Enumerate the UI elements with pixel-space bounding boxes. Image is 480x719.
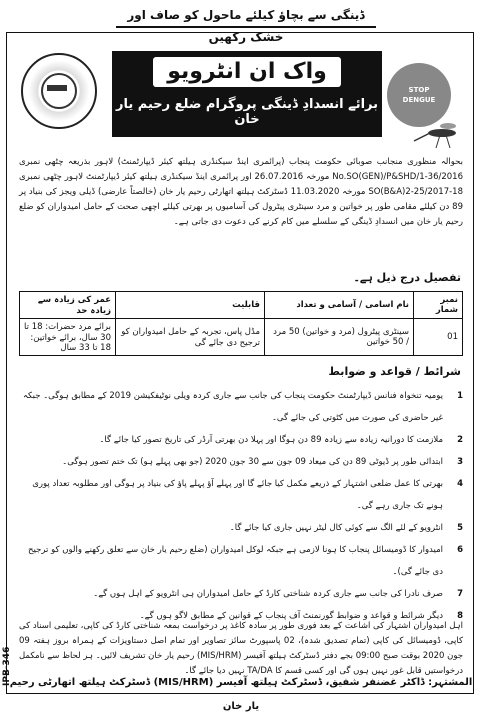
headline-banner — [112, 51, 382, 137]
table-header-row — [20, 292, 463, 319]
advertisement-page — [2, 4, 474, 712]
list-item — [19, 385, 463, 429]
condition-number: 7 — [457, 589, 463, 599]
condition-number: 6 — [457, 545, 463, 555]
condition-text: ابتدائی طور پر ڈیوٹی 89 دن کی میعاد 09 جون سے 30 جون 2020 (جو بھی پہلے ہو) تک ختم تصور ہوگی۔ — [62, 457, 443, 467]
condition-number: 3 — [457, 457, 463, 467]
conditions-list — [19, 385, 463, 627]
program-subtitle: برائے انسدادِ ڈینگی پروگرام ضلع رحیم یار خان — [116, 97, 378, 127]
stop-badge-line1: STOP — [408, 86, 430, 94]
advertiser-line: المشتہر: ڈاکٹر غضنفر شفیق، ڈسٹرکٹ ہیلتھ آفیسر (MIS/HRM) ڈسٹرکٹ ہیلتھ اتھارٹی رحیم یار خان — [9, 677, 473, 712]
condition-text: دیگر شرائط و قواعد و ضوابط گورنمنٹ آف پنجاب کے قوانین کے مطابق لاگو ہوں گے۔ — [139, 611, 443, 621]
ipb-code: IPB-346 — [2, 646, 12, 686]
condition-text: بھرتی کا عمل ضلعی اشتہار کے ذریعے مکمل کیا جائے گا اور پہلے آؤ پہلے پاؤ کی بنیاد پر ہوگی اور مطلوبہ تعداد پوری ہونے تک جاری رہے گی۔ — [32, 479, 443, 511]
application-instructions: اہل امیدواران اشتہار کی اشاعت کے بعد فوری طور پر سادہ کاغذ پر درخواست بمعہ شناختی کارڈ کی کاپی، تعلیمی اسناد کی کاپی، ڈومیسائل کی کاپی (تمام تصدیق شدہ)، 02 پاسپورٹ سائز تصاویر اور تمام اصل دستاویزات کے ہمراہ بروز ہفتہ 09 جون 2020 بوقت صبح 09:00 بجے دفتر ڈسٹرکٹ ہیلتھ آفیسر (MIS/HRM) رحیم یار خان تشریف لائیں۔ ہر لحاظ سے نامکمل درخواستیں قابل غور نہیں ہوں گی اور کسی قسم کا TA/DA نہیں دیا جائے گا۔ — [19, 621, 464, 676]
condition-number: 2 — [457, 435, 463, 445]
list-item — [19, 473, 463, 517]
condition-number: 1 — [457, 391, 463, 401]
header-qualification: قابلیت — [116, 292, 265, 319]
list-item — [19, 451, 463, 473]
condition-number: 8 — [457, 611, 463, 621]
stop-badge-line2: DENGUE — [402, 96, 436, 104]
header-sr: نمبر شمار — [414, 292, 463, 319]
condition-text: امیدوار کا ڈومیسائل پنجاب کا ہونا لازمی ہے جبکہ لوکل امیدواران (ضلع رحیم یار خان سے تعلق رکھنے والوں کو ترجیح دی جائے گی)۔ — [28, 545, 443, 577]
punjab-govt-logo — [21, 53, 97, 129]
header-age: عمر کی زیادہ سے زیادہ حد — [20, 292, 116, 319]
list-item — [19, 583, 463, 605]
logo-inner-ring — [41, 73, 77, 109]
condition-text: صرف نادرا کی جانب سے جاری کردہ شناختی کارڈ کے حامل امیدواران ہی انٹرویو کے اہل ہوں گے۔ — [93, 589, 443, 599]
table-row — [20, 319, 463, 356]
logo-emblem — [47, 85, 67, 91]
header-post: نام اسامی / آسامی و تعداد — [265, 292, 414, 319]
stop-dengue-badge — [387, 63, 451, 127]
mosquito-icon — [412, 119, 464, 149]
details-title: تفصیل درج ذیل ہے۔ — [353, 271, 461, 284]
condition-number: 5 — [457, 523, 463, 533]
list-item — [19, 517, 463, 539]
condition-text: انٹرویو کے لئے الگ سے کوئی کال لیٹر نہیں جاری کیا جائے گا۔ — [229, 523, 443, 533]
posts-table — [19, 291, 463, 356]
cell-post: سینٹری پیٹرول (مرد و خواتین) 50 مرد / 50 خواتین — [265, 319, 414, 356]
cell-sr: 01 — [414, 319, 463, 356]
intro-paragraph: بحوالہ منظوری منجانب صوبائی حکومت پنجاب (پرائمری اینڈ سیکنڈری ہیلتھ کیئر ڈیپارٹمنٹ) لاہور بذریعہ چٹھی نمبری No.SO(GEN)/P&SHD/1-36/2016 مورخہ 26.07.2016 اور پرائمری اینڈ سیکنڈری ہیلتھ کیئر ڈیپارٹمنٹ لاہور چٹھی نمبری SO(B&A)2-25/2017-18 مورخہ 11.03.2020 ڈسٹرکٹ ہیلتھ اتھارٹی رحیم یار خان (خالصتاً عارضی) ڈیلی ویجز کی بنیاد پر 89 دن کیلئے مقامی طور پر خواتین و مرد سینٹری پیٹرول کی آسامیوں پر بھرتی کیلئے اچھی صحت کے حامل امیدواران کو ضلع رحیم یار خان میں انسدادِ ڈینگی کے سلسلے میں کام کرنے کی دعوت دی جاتی ہے۔ — [19, 157, 463, 227]
top-slogan: ڈینگی سے بچاؤ کیلئے ماحول کو صاف اور خشک رکھیں — [116, 4, 376, 28]
list-item — [19, 429, 463, 451]
list-item — [19, 539, 463, 583]
cell-qualification: مڈل پاس، تجربہ کے حامل امیدواران کو ترجیح دی جائے گی — [116, 319, 265, 356]
conditions-title: شرائط / قواعد و ضوابط — [328, 365, 461, 378]
ad-frame — [6, 32, 474, 712]
cell-age: برائے مرد حضرات: 18 تا 30 سال، برائے خواتین: 18 تا 33 سال — [20, 319, 116, 356]
condition-number: 4 — [457, 479, 463, 489]
walk-in-interview-title: واک ان انٹرویو — [153, 57, 341, 87]
condition-text: یومیہ تنخواہ فنانس ڈیپارٹمنٹ حکومت پنجاب کی جانب سے جاری کردہ ویلی نوٹیفکیشن 2019 کے مطابق ہوگی۔ جبکہ غیر حاضری کی صورت میں کٹوتی کی جائے گی۔ — [23, 391, 443, 423]
condition-text: ملازمت کا دورانیہ زیادہ سے زیادہ 89 دن ہوگا اور پہلا دن بھرتی آرڈر کی تاریخ تصور کیا جائے گا۔ — [99, 435, 443, 445]
